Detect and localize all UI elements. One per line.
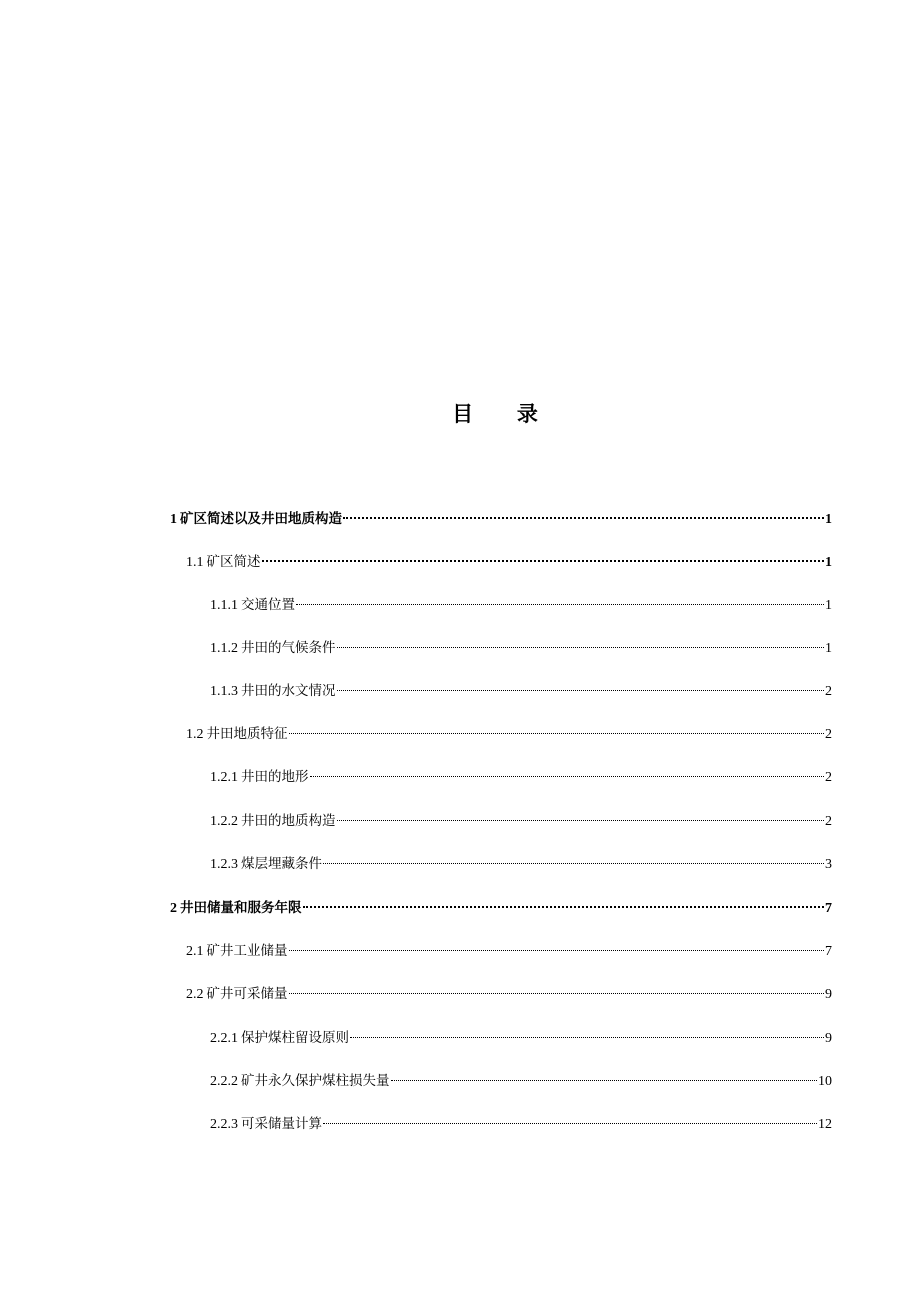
toc-entry-label: 矿区简述以及井田地质构造 — [180, 511, 342, 527]
toc-entry-label: 矿井工业储量 — [206, 943, 288, 959]
toc-leader-dots — [350, 1024, 824, 1042]
toc-entry-page: 2 — [825, 770, 832, 785]
toc-leader-dots — [289, 980, 825, 998]
toc-entry-1-1-2[interactable] — [210, 634, 832, 656]
toc-leader-dots — [337, 807, 825, 825]
toc-entry-2-2-3[interactable] — [210, 1110, 832, 1132]
toc-entry-number: 1.2.3 — [210, 857, 238, 872]
toc-entry-label: 矿井可采储量 — [206, 986, 288, 1002]
toc-entry-number: 1.2.1 — [210, 770, 238, 785]
toc-entry-page: 9 — [825, 987, 832, 1002]
toc-leader-dots — [391, 1067, 818, 1085]
toc-entry-1-1[interactable] — [186, 548, 832, 570]
toc-entry-1-2[interactable] — [186, 720, 832, 742]
toc-entry-page: 1 — [825, 512, 832, 527]
toc-entry-1-2-2[interactable] — [210, 807, 832, 829]
toc-entry-page: 7 — [825, 944, 832, 959]
toc-entry-page: 12 — [818, 1117, 832, 1132]
toc-entry-number: 1.1 — [186, 555, 204, 570]
toc-entry-number: 2.2.3 — [210, 1117, 238, 1132]
toc-leader-dots — [303, 894, 825, 912]
toc-leader-dots — [310, 763, 825, 781]
toc-leader-dots — [289, 937, 825, 955]
toc-entry-2-1[interactable] — [186, 937, 832, 959]
toc-entry-page: 7 — [825, 901, 832, 916]
toc-entry-page: 3 — [825, 857, 832, 872]
toc-leader-dots — [289, 720, 825, 738]
toc-leader-dots — [323, 1110, 817, 1128]
toc-leader-dots — [337, 677, 825, 695]
toc-entry-number: 2 — [170, 901, 177, 916]
toc-entry-label: 煤层埋藏条件 — [241, 856, 322, 872]
toc-entry-label: 井田的气候条件 — [241, 640, 336, 656]
toc-leader-dots — [323, 850, 824, 868]
toc-entry-label: 交通位置 — [241, 597, 295, 613]
toc-entry-2-2-1[interactable] — [210, 1024, 832, 1046]
toc-entry-1-1-1[interactable] — [210, 591, 832, 613]
toc-entry-label: 井田的地质构造 — [241, 813, 336, 829]
toc-entry-label: 保护煤柱留设原则 — [241, 1030, 349, 1046]
toc-entry-2-2-2[interactable] — [210, 1067, 832, 1089]
toc-entry-number: 1.2.2 — [210, 814, 238, 829]
toc-entry-number: 2.2 — [186, 987, 204, 1002]
toc-entry-1-2-3[interactable] — [210, 850, 832, 872]
toc-entry-page: 10 — [818, 1074, 832, 1089]
toc-entry-label: 矿井永久保护煤柱损失量 — [241, 1073, 390, 1089]
toc-entry-number: 2.2.2 — [210, 1074, 238, 1089]
toc-entry-number: 1.1.3 — [210, 684, 238, 699]
toc-entry-number: 1 — [170, 512, 177, 527]
toc-entry-page: 2 — [825, 684, 832, 699]
toc-entry-page: 9 — [825, 1031, 832, 1046]
toc-entry-page: 1 — [825, 641, 832, 656]
toc-entry-2-2[interactable] — [186, 980, 832, 1002]
toc-leader-dots — [337, 634, 825, 652]
toc-entry-page: 2 — [825, 814, 832, 829]
toc-entry-label: 可采储量计算 — [241, 1116, 322, 1132]
toc-entry-label: 井田的地形 — [241, 769, 309, 785]
toc-entry-number: 2.2.1 — [210, 1031, 238, 1046]
toc-entry-1[interactable] — [170, 505, 832, 527]
toc-leader-dots — [296, 591, 824, 609]
toc-entry-number: 1.1.1 — [210, 598, 238, 613]
toc-title: 目 录 — [452, 402, 538, 426]
toc-entry-page: 1 — [825, 555, 832, 570]
toc-entry-page: 1 — [825, 598, 832, 613]
toc-entry-number: 1.1.2 — [210, 641, 238, 656]
toc-entry-number: 2.1 — [186, 944, 204, 959]
toc-entry-label: 矿区简述 — [206, 554, 261, 570]
toc-entry-label: 井田储量和服务年限 — [180, 900, 302, 916]
toc-entry-2[interactable] — [170, 894, 832, 916]
toc-entry-label: 井田的水文情况 — [241, 683, 336, 699]
toc-entry-1-2-1[interactable] — [210, 763, 832, 785]
toc-entry-1-1-3[interactable] — [210, 677, 832, 699]
toc-leader-dots — [262, 548, 825, 566]
toc-leader-dots — [343, 505, 824, 523]
toc-entry-label: 井田地质特征 — [206, 726, 288, 742]
toc-entry-page: 2 — [825, 727, 832, 742]
toc-entry-number: 1.2 — [186, 727, 204, 742]
